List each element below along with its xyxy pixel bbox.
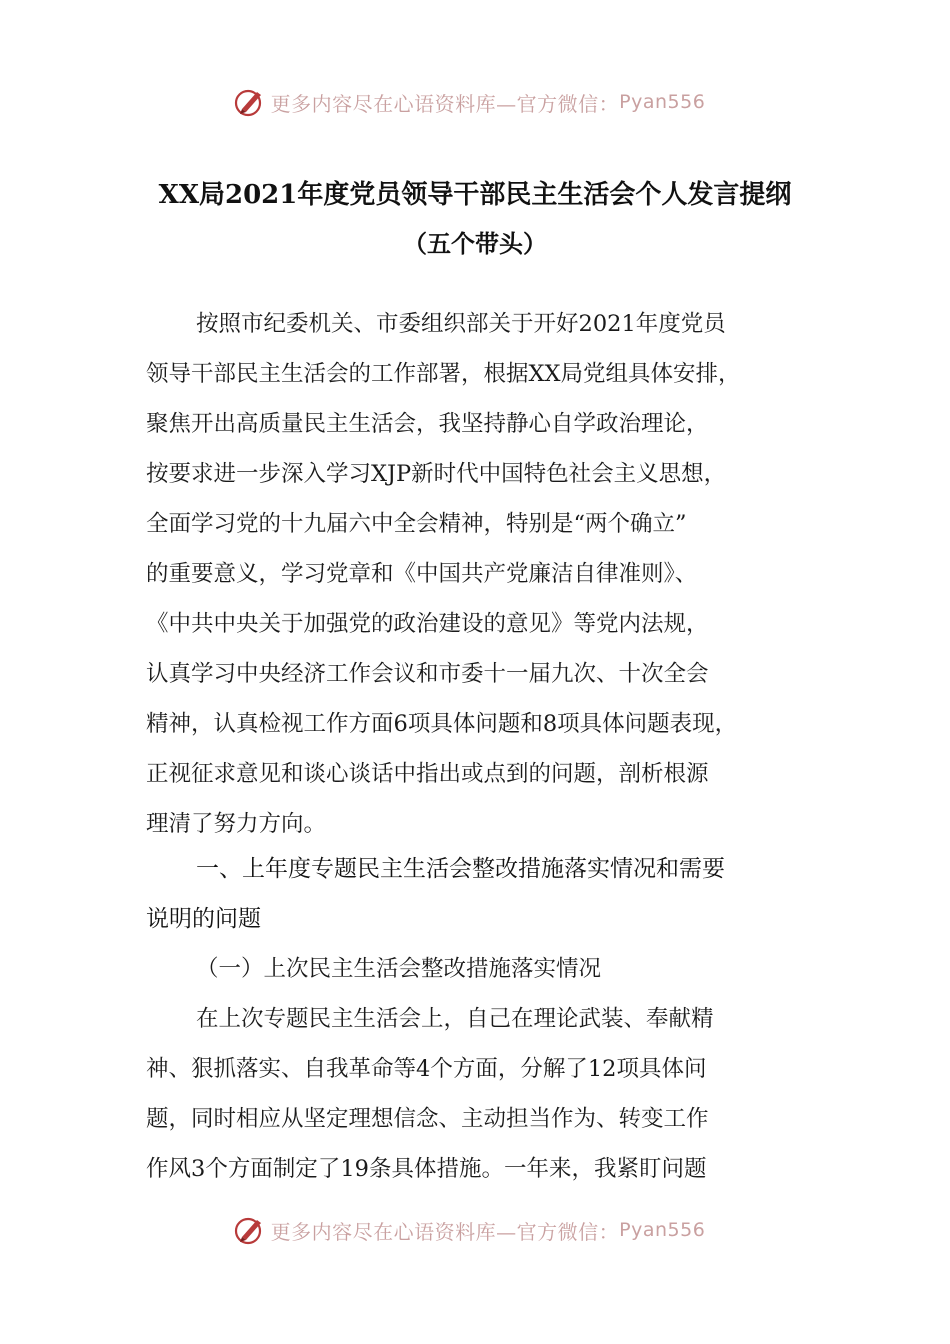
section-heading-line: 说明的问题	[146, 906, 261, 932]
paragraph-line: 全面学习党的十九届六中全会精神，特别是“两个确立”	[146, 511, 687, 537]
watermark-text: 更多内容尽在心语资料库—官方微信：	[270, 91, 620, 116]
paragraph-line: 认真学习中央经济工作会议和市委十一届九次、十次全会	[146, 661, 709, 687]
watermark-code: Pyan556	[619, 1219, 706, 1241]
paragraph-line: 的重要意义，学习党章和《中国共产党廉洁自律准则》、	[146, 561, 698, 587]
paragraph-line: 正视征求意见和谈心谈话中指出或点到的问题，剖析根源	[146, 761, 709, 787]
watermark-header	[0, 82, 950, 122]
pen-logo-icon	[233, 85, 267, 119]
paragraph-line: 聚焦开出高质量民主生活会，我坚持静心自学政治理论，	[146, 411, 709, 437]
paragraph-line: 《中共中央关于加强党的政治建设的意见》等党内法规，	[146, 611, 709, 637]
paragraph-line: 精神，认真检视工作方面6项具体问题和8项具体问题表现，	[146, 711, 738, 737]
watermark-text: 更多内容尽在心语资料库—官方微信：	[270, 1219, 620, 1244]
paragraph-line: 题，同时相应从坚定理想信念、主动担当作为、转变工作	[146, 1106, 709, 1132]
section-heading-line: 一、上年度专题民主生活会整改措施落实情况和需要	[196, 856, 725, 882]
watermark-code: Pyan556	[619, 91, 706, 113]
intro-paragraph	[146, 299, 816, 849]
paragraph-line: 按要求进一步深入学习XJP新时代中国特色社会主义思想，	[146, 461, 727, 487]
subsection-heading	[146, 944, 816, 994]
document-subtitle: （五个带头）	[403, 229, 547, 258]
section-heading	[146, 844, 816, 944]
document-title: XX局2021年度党员领导干部民主生活会个人发言提纲	[158, 180, 792, 210]
pen-logo-icon	[233, 1213, 267, 1247]
paragraph-line: 理清了努力方向。	[146, 811, 327, 837]
paragraph-line: 神、狠抓落实、自我革命等4个方面，分解了12项具体问	[146, 1056, 707, 1082]
subsection-heading-line: （一）上次民主生活会整改措施落实情况	[196, 956, 602, 982]
watermark-footer	[0, 1210, 950, 1250]
paragraph-line: 在上次专题民主生活会上，自己在理论武装、奉献精	[196, 1006, 714, 1032]
paragraph-line: 按照市纪委机关、市委组织部关于开好2021年度党员	[196, 311, 726, 337]
paragraph-line: 作风3个方面制定了19条具体措施。一年来，我紧盯问题	[146, 1156, 707, 1182]
body-paragraph	[146, 994, 816, 1194]
paragraph-line: 领导干部民主生活会的工作部署，根据XX局党组具体安排，	[146, 361, 741, 387]
